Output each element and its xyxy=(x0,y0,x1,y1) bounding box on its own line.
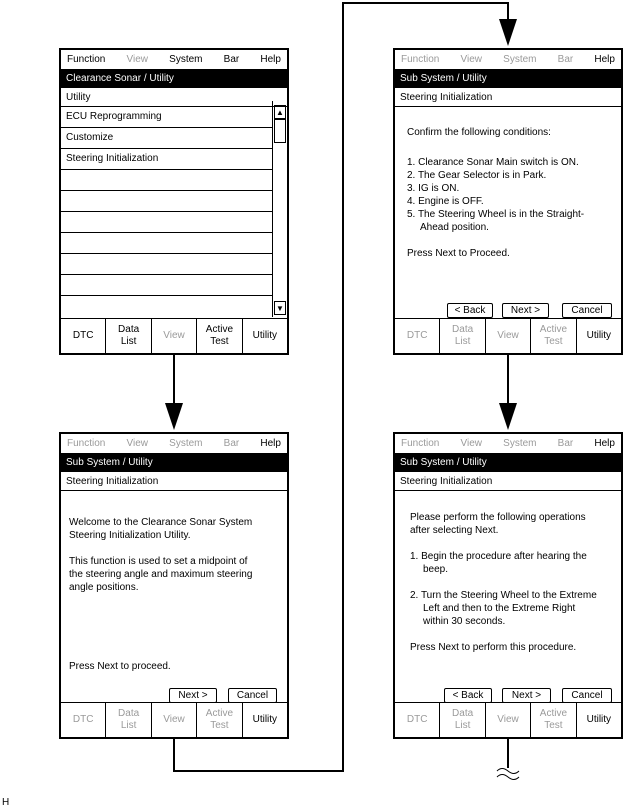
list-item-empty xyxy=(61,170,272,191)
cancel-button[interactable]: Cancel xyxy=(562,688,612,703)
menu-help[interactable]: Help xyxy=(260,54,281,65)
tab-data-list-line2: List xyxy=(454,720,471,731)
section-title: Steering Initialization xyxy=(395,88,621,107)
menu-system[interactable]: System xyxy=(503,438,537,449)
list-item-empty xyxy=(61,296,272,317)
tab-active-test-line1: Active xyxy=(539,708,568,719)
condition-4: 4. Engine is OFF. xyxy=(407,196,484,207)
tab-dtc[interactable] xyxy=(61,319,106,353)
list-item-empty xyxy=(61,233,272,254)
tab-active-test-label xyxy=(206,708,233,732)
tab-active-test-label xyxy=(540,708,567,732)
menu-view[interactable]: View xyxy=(460,438,483,449)
tab-data-list[interactable] xyxy=(106,319,151,353)
tab-utility[interactable] xyxy=(577,319,621,353)
menu-bar-item[interactable]: Bar xyxy=(223,54,240,65)
tab-data-list[interactable] xyxy=(440,319,485,353)
tab-data-list-label xyxy=(452,324,473,348)
menu-function[interactable]: Function xyxy=(401,438,440,449)
menu-system[interactable]: System xyxy=(169,438,203,449)
condition-5: 5. The Steering Wheel is in the Straight- xyxy=(407,209,585,220)
scrollbar[interactable] xyxy=(272,101,287,317)
proceed-text: Press Next to perform this procedure. xyxy=(410,642,577,653)
tab-active-test-line1: Active xyxy=(539,324,568,335)
tab-data-list-line2: List xyxy=(120,336,137,347)
window-title: Sub System / Utility xyxy=(395,453,621,472)
menu-help[interactable]: Help xyxy=(594,438,615,449)
tab-view-label: View xyxy=(163,714,185,725)
back-button[interactable]: < Back xyxy=(447,303,493,318)
tab-utility[interactable] xyxy=(243,319,287,353)
arrow-1-to-3-head xyxy=(165,403,183,430)
tab-active-test[interactable] xyxy=(531,703,576,737)
desc-line-1: This function is used to set a midpoint of xyxy=(69,556,248,567)
scroll-down-icon[interactable]: ▼ xyxy=(274,301,286,315)
list-item-empty xyxy=(61,191,272,212)
tab-active-test[interactable] xyxy=(197,319,242,353)
tab-dtc[interactable] xyxy=(395,319,440,353)
tab-view-label: View xyxy=(497,330,519,341)
menu-bar xyxy=(395,50,621,69)
tab-view-label: View xyxy=(163,330,185,341)
tab-view[interactable] xyxy=(486,703,531,737)
menu-function[interactable]: Function xyxy=(67,54,106,65)
menu-bar-item[interactable]: Bar xyxy=(557,54,574,65)
condition-3: 3. IG is ON. xyxy=(407,183,460,194)
tab-utility-label: Utility xyxy=(586,330,612,341)
section-title: Steering Initialization xyxy=(395,472,621,491)
tab-view[interactable] xyxy=(486,319,531,353)
intro-line-2: after selecting Next. xyxy=(410,525,499,536)
step2-line-1: 2. Turn the Steering Wheel to the Extreme xyxy=(410,590,597,601)
step2-line-3: within 30 seconds. xyxy=(423,616,506,627)
back-button[interactable]: < Back xyxy=(444,688,492,703)
conditions-text xyxy=(407,126,615,260)
conditions-intro: Confirm the following conditions: xyxy=(407,127,551,138)
tab-active-test-line2: Test xyxy=(544,336,563,347)
list-item-empty xyxy=(61,212,272,233)
menu-help[interactable]: Help xyxy=(260,438,281,449)
tab-active-test-line1: Active xyxy=(205,708,234,719)
step1-line-2: beep. xyxy=(423,564,449,575)
welcome-text xyxy=(69,516,281,594)
function-tab-bar xyxy=(395,318,621,353)
menu-function[interactable]: Function xyxy=(401,54,440,65)
tab-view[interactable] xyxy=(152,319,197,353)
tab-dtc-label: DTC xyxy=(72,714,94,725)
tab-active-test-line2: Test xyxy=(210,720,229,731)
proceed-text: Press Next to Proceed. xyxy=(407,248,510,259)
next-button[interactable]: Next > xyxy=(502,303,549,318)
tab-active-test[interactable] xyxy=(197,703,242,737)
break-symbol-icon xyxy=(497,769,519,780)
next-button[interactable]: Next > xyxy=(169,688,217,703)
tab-data-list[interactable] xyxy=(440,703,485,737)
step2-line-2: Left and then to the Extreme Right xyxy=(423,603,576,614)
window-title: Sub System / Utility xyxy=(395,69,621,88)
arrow-2-to-4-head xyxy=(499,403,517,430)
section-title: Utility xyxy=(61,88,287,107)
welcome-line-1: Welcome to the Clearance Sonar System xyxy=(69,517,253,528)
utility-list xyxy=(61,107,272,317)
tab-data-list-label xyxy=(118,324,139,348)
tab-view-label: View xyxy=(497,714,519,725)
tab-data-list-line1: Data xyxy=(452,708,474,719)
menu-bar xyxy=(61,434,287,453)
tab-utility-label: Utility xyxy=(252,714,278,725)
tab-utility-label: Utility xyxy=(252,330,278,341)
list-item-customize[interactable]: Customize xyxy=(61,128,272,149)
menu-system[interactable]: System xyxy=(169,54,203,65)
tab-data-list-line2: List xyxy=(120,720,137,731)
step1-line-1: 1. Begin the procedure after hearing the xyxy=(410,551,587,562)
condition-1: 1. Clearance Sonar Main switch is ON. xyxy=(407,157,579,168)
tab-active-test-line2: Test xyxy=(210,336,229,347)
window-title: Clearance Sonar / Utility xyxy=(61,69,287,88)
tab-active-test-label xyxy=(206,324,233,348)
list-item-steering-initialization[interactable]: Steering Initialization xyxy=(61,149,272,170)
tab-active-test[interactable] xyxy=(531,319,576,353)
tab-data-list-label xyxy=(452,708,473,732)
tab-dtc-label: DTC xyxy=(406,714,428,725)
menu-function[interactable]: Function xyxy=(67,438,106,449)
list-item-empty xyxy=(61,254,272,275)
tab-data-list-line2: List xyxy=(454,336,471,347)
screen-welcome xyxy=(59,432,289,739)
function-tab-bar xyxy=(61,702,287,737)
tab-active-test-line2: Test xyxy=(544,720,563,731)
tab-dtc-label: DTC xyxy=(72,330,94,341)
scroll-thumb[interactable] xyxy=(274,119,286,143)
menu-view[interactable]: View xyxy=(460,54,483,65)
screen-utility-menu xyxy=(59,48,289,355)
welcome-line-2: Steering Initialization Utility. xyxy=(69,530,191,541)
section-title: Steering Initialization xyxy=(61,472,287,491)
window-title: Sub System / Utility xyxy=(61,453,287,472)
condition-5-cont: Ahead position. xyxy=(420,222,489,233)
screen-perform-operations xyxy=(393,432,623,739)
tab-data-list-line1: Data xyxy=(452,324,474,335)
desc-line-3: angle positions. xyxy=(69,582,139,593)
cancel-button[interactable]: Cancel xyxy=(228,688,277,703)
tab-view[interactable] xyxy=(152,703,197,737)
tab-utility[interactable] xyxy=(243,703,287,737)
menu-bar-item[interactable]: Bar xyxy=(557,438,574,449)
tab-data-list[interactable] xyxy=(106,703,151,737)
menu-help[interactable]: Help xyxy=(594,54,615,65)
tab-data-list-line1: Data xyxy=(118,708,140,719)
menu-bar-item[interactable]: Bar xyxy=(223,438,240,449)
operations-text xyxy=(410,511,615,654)
tab-dtc[interactable] xyxy=(395,703,440,737)
next-button[interactable]: Next > xyxy=(502,688,551,703)
list-item-ecu-reprogramming[interactable]: ECU Reprogramming xyxy=(61,107,272,128)
function-tab-bar xyxy=(61,318,287,353)
condition-2: 2. The Gear Selector is in Park. xyxy=(407,170,547,181)
figure-label: H xyxy=(2,797,10,808)
menu-view[interactable]: View xyxy=(126,54,149,65)
menu-view[interactable]: View xyxy=(126,438,149,449)
menu-bar xyxy=(395,434,621,453)
cancel-button[interactable]: Cancel xyxy=(562,303,612,318)
tab-active-test-line1: Active xyxy=(205,324,234,335)
tab-active-test-label xyxy=(540,324,567,348)
menu-bar xyxy=(61,50,287,69)
desc-line-2: the steering angle and maximum steering xyxy=(69,569,253,580)
menu-system[interactable]: System xyxy=(503,54,537,65)
tab-data-list-line1: Data xyxy=(118,324,140,335)
proceed-text: Press Next to proceed. xyxy=(69,661,171,672)
tab-dtc-label: DTC xyxy=(406,330,428,341)
tab-data-list-label xyxy=(118,708,139,732)
tab-dtc[interactable] xyxy=(61,703,106,737)
screen-confirm-conditions xyxy=(393,48,623,355)
arrow-3-to-2-head xyxy=(499,19,517,46)
scroll-up-icon[interactable]: ▲ xyxy=(274,105,286,119)
function-tab-bar xyxy=(395,702,621,737)
intro-line-1: Please perform the following operations xyxy=(410,512,586,523)
list-item-empty xyxy=(61,275,272,296)
tab-utility[interactable] xyxy=(577,703,621,737)
tab-utility-label: Utility xyxy=(586,714,612,725)
